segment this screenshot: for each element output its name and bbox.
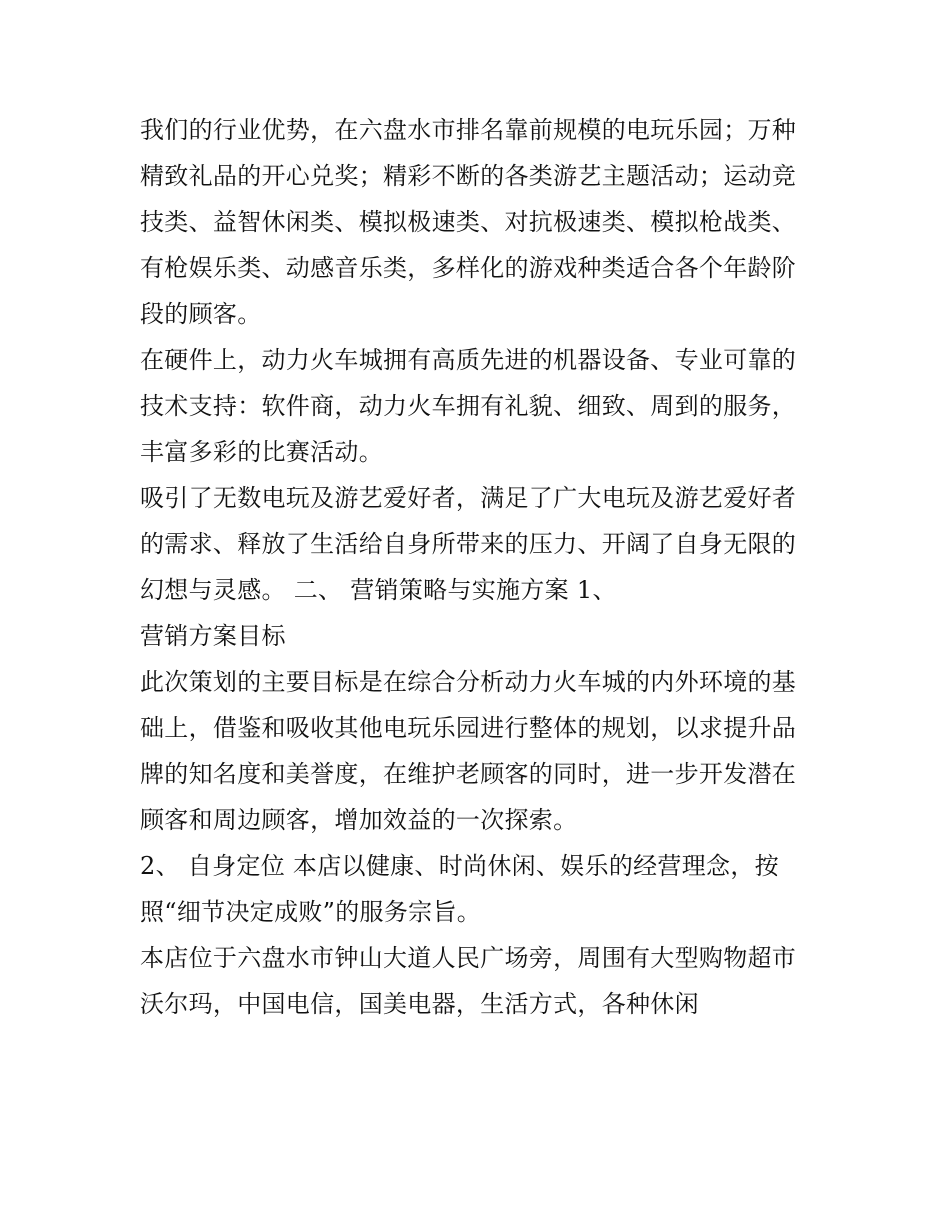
text-line: 牌的知名度和美誉度，在维护老顾客的同时，进一步开发潜在	[140, 760, 797, 788]
document-body	[140, 107, 820, 1027]
text-line: 此次策划的主要目标是在综合分析动力火车城的内外环境的基	[140, 668, 797, 696]
text-line: 营销方案目标	[140, 622, 286, 650]
paragraph-marketing-goal-heading	[140, 613, 820, 659]
text-line: 照“细节决定成败”的服务宗旨。	[140, 898, 482, 926]
text-line: 本店位于六盘水市钟山大道人民广场旁，周围有大型购物超市	[140, 944, 797, 972]
text-line: 我们的行业优势，在六盘水市排名靠前规模的电玩乐园；万种	[140, 116, 797, 144]
text-line: 2、 自身定位 本店以健康、时尚休闲、娱乐的经营理念，按	[140, 852, 779, 880]
paragraph-location	[140, 935, 820, 1027]
text-line: 沃尔玛，中国电信，国美电器，生活方式，各种休闲	[140, 990, 699, 1018]
text-line: 精致礼品的开心兑奖；精彩不断的各类游艺主题活动；运动竞	[140, 162, 797, 190]
text-line: 段的顾客。	[140, 300, 262, 328]
text-line: 有枪娱乐类、动感音乐类，多样化的游戏种类适合各个年龄阶	[140, 254, 797, 282]
paragraph-positioning	[140, 843, 820, 935]
paragraph-planning-goal	[140, 659, 820, 843]
text-line: 技类、益智休闲类、模拟极速类、对抗极速类、模拟枪战类、	[140, 208, 797, 236]
text-line: 吸引了无数电玩及游艺爱好者，满足了广大电玩及游艺爱好者	[140, 484, 797, 512]
text-line: 技术支持：软件商，动力火车拥有礼貌、细致、周到的服务，	[140, 392, 797, 420]
paragraph-hardware	[140, 337, 820, 475]
text-line: 础上，借鉴和吸收其他电玩乐园进行整体的规划，以求提升品	[140, 714, 797, 742]
text-line: 丰富多彩的比赛活动。	[140, 438, 383, 466]
paragraph-industry-advantage	[140, 107, 820, 337]
text-line: 的需求、释放了生活给自身所带来的压力、开阔了自身无限的	[140, 530, 797, 558]
text-line: 在硬件上，动力火车城拥有高质先进的机器设备、专业可靠的	[140, 346, 797, 374]
text-line: 顾客和周边顾客，增加效益的一次探索。	[140, 806, 578, 834]
paragraph-attraction	[140, 475, 820, 613]
text-line: 幻想与灵感。 二、 营销策略与实施方案 1、	[140, 576, 617, 604]
